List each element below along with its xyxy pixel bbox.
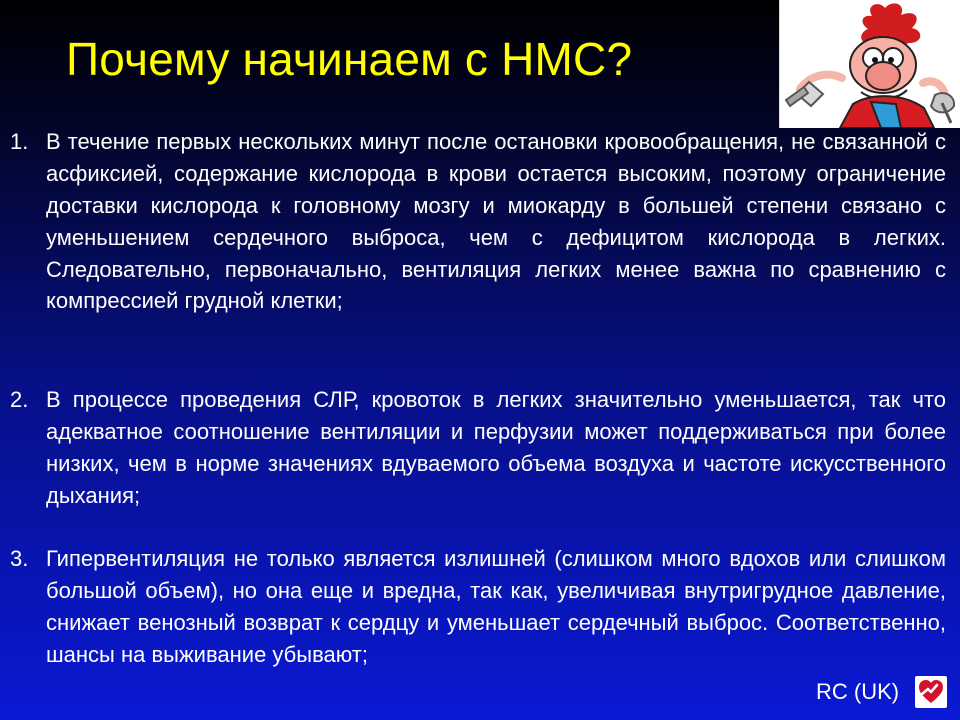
list-item-number: 3. — [10, 546, 29, 571]
list-item — [10, 126, 950, 317]
list-item-text: В процессе проведения СЛР, кровоток в легких значительно уменьшается, так что адекватное соотношение вентиляции и перфузии может поддерживаться при более низких, чем в норме значениях вдуваемого объема воздуха и частоте искусственного дыхания; — [46, 387, 946, 508]
slide-title: Почему начинаем с НМС? — [66, 33, 633, 85]
list-item-number: 1. — [10, 129, 29, 154]
list-item — [10, 543, 950, 671]
list-item — [10, 384, 950, 512]
list-item-number: 2. — [10, 387, 29, 412]
cartoon-rescuer-image — [779, 0, 960, 128]
list-item-text: В течение первых нескольких минут после остановки кровообращения, не связанной с асфиксией, содержание кислорода в крови остается высоким, поэтому ограничение доставки кислорода к головному мозгу и миокарду в большей степени связано с уменьшением сердечного выброса, чем с дефицитом кислорода в легких. Следовательно, первоначально, вентиляция легких менее важна по сравнению с компрессией грудной клетки; — [46, 129, 946, 314]
key-points-list — [0, 126, 960, 716]
list-item-text: Гипервентиляция не только является излишней (слишком много вдохов или слишком большой объем), но она еще и вредна, так как, увеличивая внутригрудное давление, снижает венозный возврат к сердцу и уменьшает сердечный выброс. Соответственно, шансы на выживание убывают; — [46, 546, 946, 667]
source-label: RC (UK) — [816, 679, 900, 704]
heart-logo — [915, 676, 947, 708]
